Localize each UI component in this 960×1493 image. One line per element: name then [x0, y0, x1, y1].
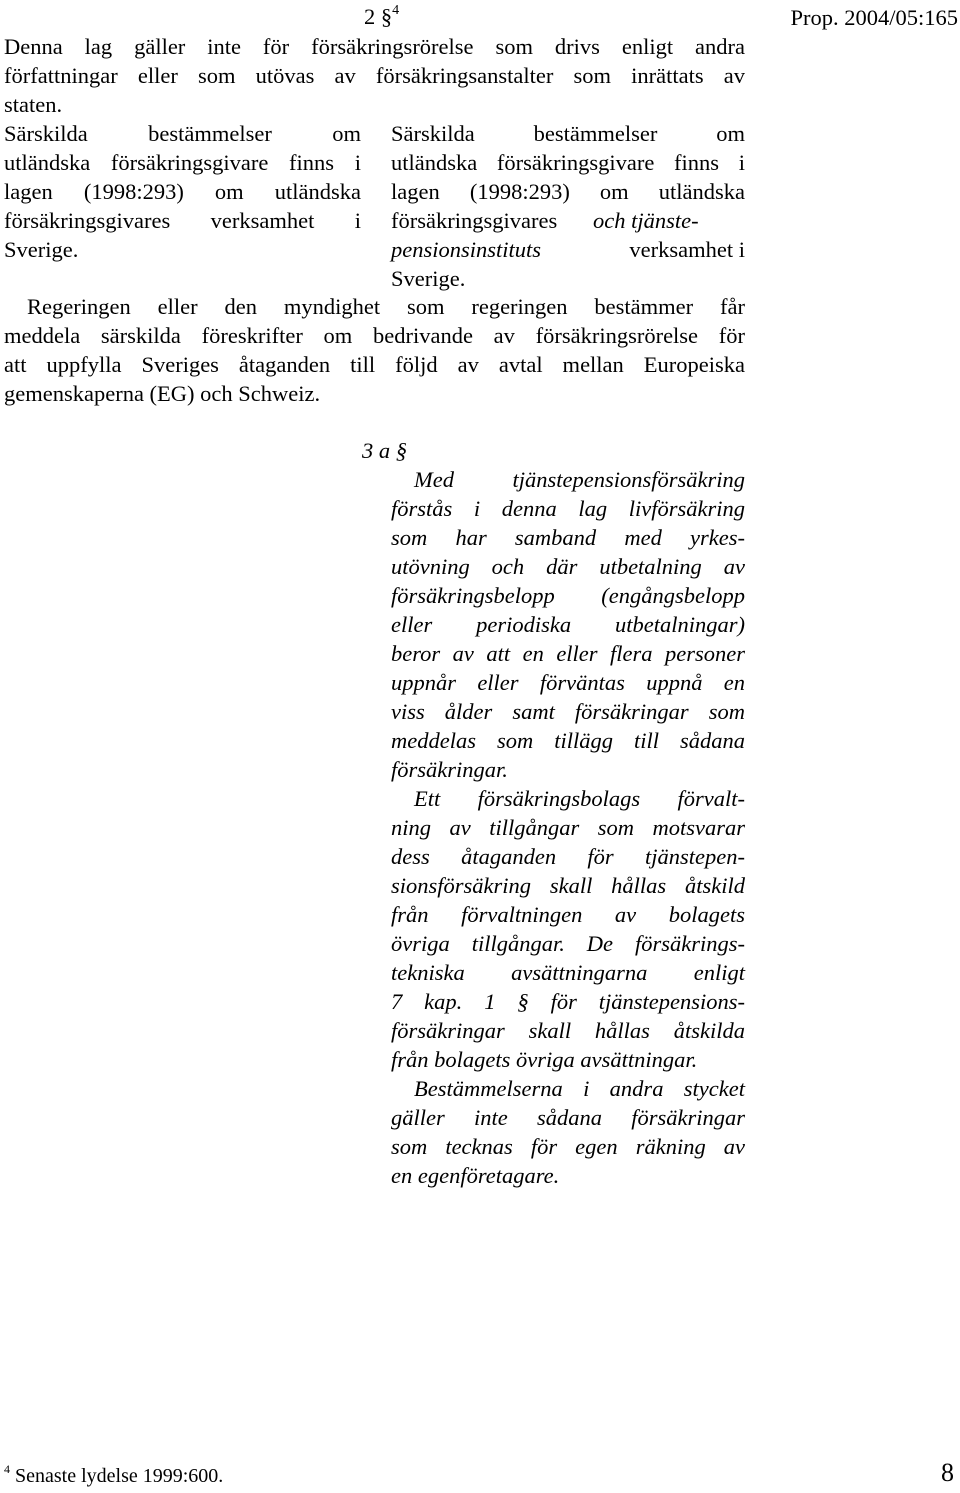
text-span: och tjänste- [593, 208, 699, 233]
intro-paragraph [4, 32, 745, 119]
text-line: författningar eller som utövas av försäkringsanstalter som inrättats av [4, 63, 745, 88]
text-line: från förvaltningen av bolagets [391, 902, 745, 927]
text-line: beror av att en eller flera personer [391, 641, 745, 666]
paragraph-2 [391, 784, 745, 1074]
mixed-line [391, 235, 745, 264]
footnote-text: Senaste lydelse 1999:600. [15, 1465, 224, 1487]
text-line: Regeringen eller den myndighet som regeringen bestämmer får [27, 294, 745, 319]
text-line: Sverige. [391, 266, 466, 291]
text-line: försäkringsbelopp (engångsbelopp [391, 583, 745, 608]
page-number: 8 [941, 1458, 954, 1487]
text-line: från bolagets övriga avsättningar. [391, 1047, 698, 1072]
text-line: lagen (1998:293) om utländska [391, 179, 745, 204]
text-line: meddelas som tillägg till sådana [391, 728, 745, 753]
text-line: uppnår eller förväntas uppnå en [391, 670, 745, 695]
section-number: 2 § [364, 4, 393, 29]
text-line: ning av tillgångar som motsvarar [391, 815, 745, 840]
text-line: Bestämmelserna i andra stycket [414, 1076, 745, 1101]
text-line: Denna lag gäller inte för försäkringsrörelse som drivs enligt andra [4, 34, 745, 59]
text-line: Särskilda bestämmelser om [4, 121, 361, 146]
text-line: utövning och där utbetalning av [391, 554, 745, 579]
text-line: 7 kap. 1 § för tjänstepensions- [391, 989, 745, 1014]
text-line: att uppfylla Sveriges åtaganden till följd av avtal mellan Europeiska [4, 352, 745, 377]
text-line: tekniska avsättningarna enligt [391, 960, 745, 985]
text-line: förstås i denna lag livförsäkring [391, 496, 745, 521]
text-line: utländska försäkringsgivare finns i [391, 150, 745, 175]
paragraph-3 [391, 1074, 745, 1190]
proposed-wording-column [391, 119, 745, 293]
text-line: lagen (1998:293) om utländska [4, 179, 361, 204]
mixed-line [391, 206, 745, 235]
section-3a-body [391, 465, 745, 1190]
text-line: sionsförsäkring skall hållas åtskild [391, 873, 745, 898]
text-line: Särskilda bestämmelser om [391, 121, 745, 146]
text-line: som tecknas för egen räkning av [391, 1134, 745, 1159]
text-line: viss ålder samt försäkringar som [391, 699, 745, 724]
regeringen-paragraph [4, 292, 745, 408]
text-line: Ett försäkringsbolags förvalt- [414, 786, 745, 811]
text-line: Med tjänstepensionsförsäkring [414, 467, 745, 492]
text-line: övriga tillgångar. De försäkrings- [391, 931, 745, 956]
text-line: meddela särskilda föreskrifter om bedrivande av försäkringsrörelse för [4, 323, 745, 348]
section-heading-3a: 3 a § [362, 438, 407, 463]
text-line: försäkringar skall hållas åtskilda [391, 1018, 745, 1043]
text-line: gäller inte sådana försäkringar [391, 1105, 745, 1130]
current-wording-column [4, 119, 361, 264]
text-line: utländska försäkringsgivare finns i [4, 150, 361, 175]
text-line: gemenskaperna (EG) och Schweiz. [4, 381, 321, 406]
proposition-reference: Prop. 2004/05:165 [790, 5, 958, 30]
footnote-reference: 4 [392, 2, 400, 18]
inserted-text: pensionsinstituts [391, 237, 542, 262]
footnote-number: 4 [4, 1462, 10, 1476]
text-line: dess åtaganden för tjänstepen- [391, 844, 745, 869]
text-line: en egenföretagare. [391, 1163, 560, 1188]
inserted-text [593, 206, 745, 235]
text-span: verksamhet i [629, 237, 745, 262]
text-line: staten. [4, 92, 63, 117]
text-line: försäkringar. [391, 757, 508, 782]
section-heading-2 [364, 2, 444, 31]
footnote [4, 1462, 223, 1493]
text-line: som har samband med yrkes- [391, 525, 745, 550]
text-line: försäkringsgivares verksamhet i [4, 208, 361, 233]
text-line: Sverige. [4, 237, 79, 262]
text-span: försäkringsgivares [391, 208, 558, 233]
text-line: eller periodiska utbetalningar) [391, 612, 745, 637]
paragraph-1 [391, 465, 745, 784]
